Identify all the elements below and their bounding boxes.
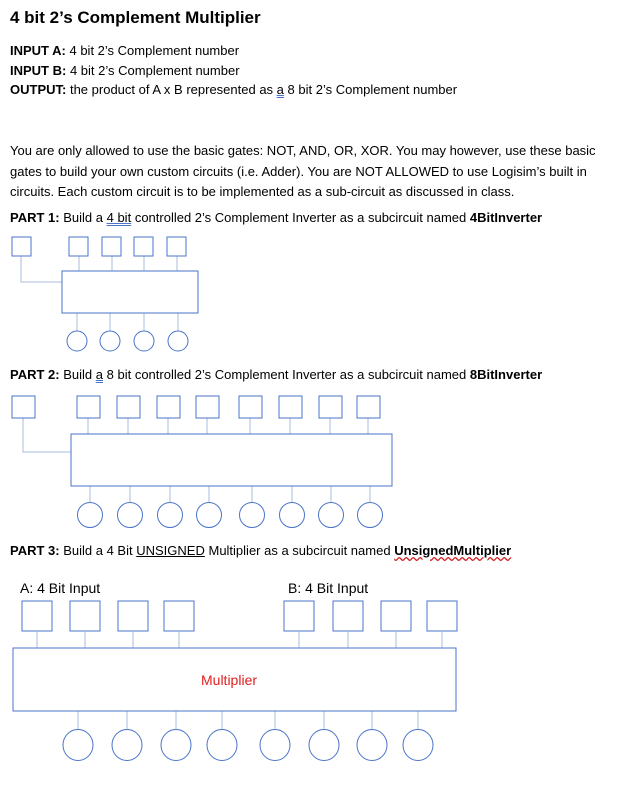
p3-b-bit-input bbox=[381, 601, 411, 631]
input-a-label: INPUT A: bbox=[10, 43, 66, 58]
p2-inverter-box bbox=[71, 434, 392, 486]
p2-bit-output bbox=[197, 503, 222, 528]
p3-product-output bbox=[309, 730, 339, 761]
p1-bit-input bbox=[167, 237, 186, 256]
p2-bit-output bbox=[158, 503, 183, 528]
input-b-text: 4 bit 2’s Complement number bbox=[69, 63, 240, 78]
p2-bit-input bbox=[117, 396, 140, 418]
page-title: 4 bit 2’s Complement Multiplier bbox=[10, 8, 261, 27]
p2-bit-input bbox=[239, 396, 262, 418]
p2-bit-output bbox=[78, 503, 103, 528]
p1-bit-output bbox=[168, 331, 188, 351]
output-label: OUTPUT: bbox=[10, 82, 67, 97]
p3-a-bit-input bbox=[118, 601, 148, 631]
p3-a-input-label: A: 4 Bit Input bbox=[20, 580, 101, 596]
p2-bit-input bbox=[77, 396, 100, 418]
output-post: 8 bit 2’s Complement number bbox=[287, 82, 458, 97]
part2-mark: a bbox=[95, 367, 104, 382]
p3-b-input-label: B: 4 Bit Input bbox=[288, 580, 369, 596]
p2-control-wire bbox=[23, 418, 71, 452]
p2-control-input bbox=[12, 396, 35, 418]
p2-bit-output bbox=[240, 503, 265, 528]
p3-product-output bbox=[161, 730, 191, 761]
p3-b-bit-input bbox=[427, 601, 457, 631]
p2-bit-output bbox=[280, 503, 305, 528]
p3-b-bit-input bbox=[284, 601, 314, 631]
part3-name: UnsignedMultiplier bbox=[394, 543, 512, 558]
part2-name: 8BitInverter bbox=[469, 367, 543, 382]
p3-multiplier-label: Multiplier bbox=[201, 672, 258, 688]
part1-pre: Build a bbox=[63, 210, 103, 225]
part3-post: Multiplier as a subcircuit named bbox=[208, 543, 391, 558]
part2-pre: Build bbox=[63, 367, 93, 382]
part3-label: PART 3: bbox=[10, 543, 60, 558]
p2-bit-input bbox=[319, 396, 342, 418]
p1-bit-output bbox=[100, 331, 120, 351]
p1-bit-input bbox=[134, 237, 153, 256]
p2-bit-output bbox=[118, 503, 143, 528]
output-pre: the product of A x B represented as bbox=[69, 82, 274, 97]
p1-control-input bbox=[12, 237, 31, 256]
p1-bit-output bbox=[67, 331, 87, 351]
part1-post: controlled 2’s Complement Inverter as a subcircuit named bbox=[134, 210, 467, 225]
part2-label: PART 2: bbox=[10, 367, 60, 382]
output-mark: a bbox=[276, 82, 284, 97]
p3-product-output bbox=[403, 730, 433, 761]
rules-paragraph: You are only allowed to use the basic gates: NOT, AND, OR, XOR. You may however, use these basic gates to build your own custom circuits (i.e. Adder). You are NOT ALLOWED to use Logisim’s built in circuits. Each custom circuit is to be implemented as a sub-circuit as discussed in class. bbox=[10, 143, 596, 199]
p3-a-bit-input bbox=[164, 601, 194, 631]
p3-b-bit-input bbox=[333, 601, 363, 631]
p1-inverter-box bbox=[62, 271, 198, 313]
part2-post: 8 bit controlled 2’s Complement Inverter as a subcircuit named bbox=[106, 367, 467, 382]
p1-bit-input bbox=[102, 237, 121, 256]
p1-control-wire bbox=[21, 256, 62, 282]
p3-a-bit-input bbox=[22, 601, 52, 631]
p1-bit-output bbox=[134, 331, 154, 351]
p3-product-output bbox=[112, 730, 142, 761]
p2-bit-output bbox=[319, 503, 344, 528]
part1-mark: 4 bit bbox=[106, 210, 132, 225]
p2-bit-input bbox=[357, 396, 380, 418]
p2-bit-input bbox=[196, 396, 219, 418]
p3-product-output bbox=[260, 730, 290, 761]
p2-bit-input bbox=[279, 396, 302, 418]
p3-product-output bbox=[207, 730, 237, 761]
p2-bit-output bbox=[358, 503, 383, 528]
part1-name: 4BitInverter bbox=[469, 210, 543, 225]
p3-product-output bbox=[63, 730, 93, 761]
input-b-label: INPUT B: bbox=[10, 63, 67, 78]
part3-mark: UNSIGNED bbox=[136, 543, 205, 558]
part1-label: PART 1: bbox=[10, 210, 60, 225]
part3-pre: Build a 4 Bit bbox=[63, 543, 133, 558]
input-a-text: 4 bit 2’s Complement number bbox=[69, 43, 240, 58]
p3-product-output bbox=[357, 730, 387, 761]
p3-a-bit-input bbox=[70, 601, 100, 631]
p1-bit-input bbox=[69, 237, 88, 256]
p2-bit-input bbox=[157, 396, 180, 418]
